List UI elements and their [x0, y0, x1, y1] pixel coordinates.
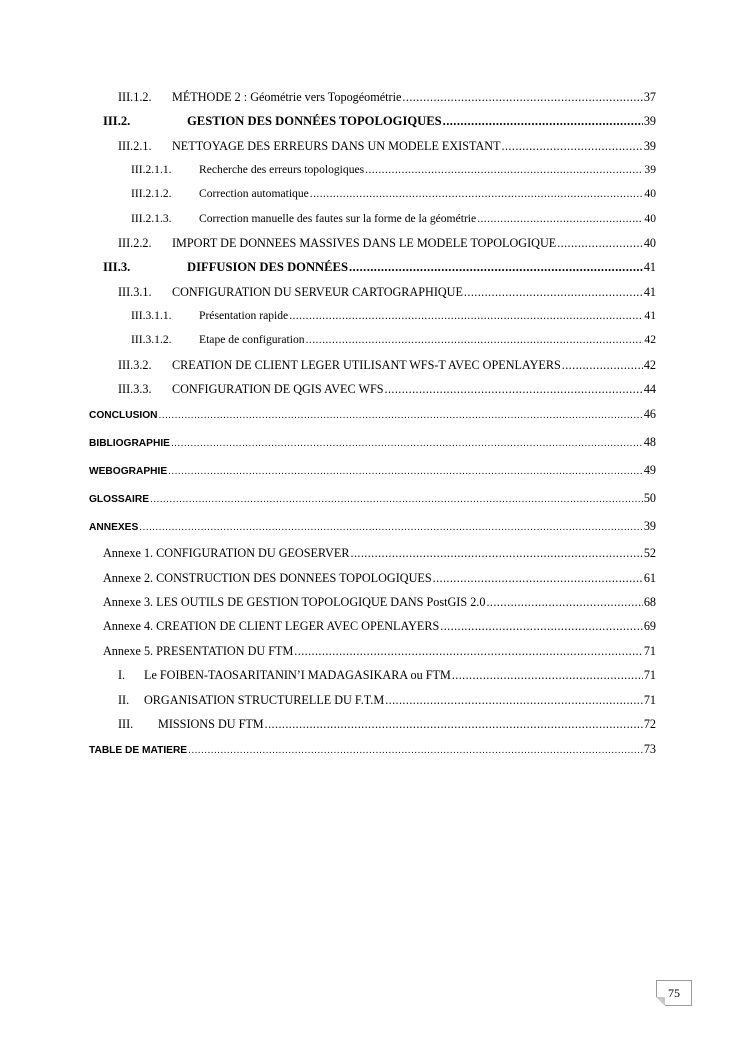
toc-leader-dots	[385, 381, 643, 397]
toc-entry[interactable]	[118, 235, 656, 251]
toc-leader-dots	[433, 570, 643, 586]
toc-entry-page: 40	[644, 212, 656, 225]
toc-leader-dots	[452, 667, 643, 683]
toc-entry-number: III.3.	[103, 260, 131, 274]
toc-entry-page: 39	[643, 519, 656, 533]
toc-entry-page: 71	[643, 668, 656, 682]
toc-entry-number: III.2.1.	[118, 139, 152, 153]
toc-entry-title: Correction automatique	[199, 187, 309, 200]
toc-entry[interactable]	[118, 138, 656, 154]
toc-entry-number: III.2.1.2.	[131, 187, 172, 200]
toc-leader-dots	[477, 211, 643, 227]
toc-entry[interactable]	[118, 381, 656, 397]
toc-entry[interactable]	[89, 462, 656, 480]
toc-leader-dots	[289, 308, 643, 324]
toc-entry-page: 44	[643, 382, 656, 396]
toc-leader-dots	[294, 643, 643, 659]
toc-entry[interactable]	[118, 89, 656, 105]
toc-entry-page: 50	[643, 491, 656, 505]
toc-leader-dots	[402, 89, 642, 105]
toc-entry-number: III.3.1.1.	[131, 309, 172, 322]
toc-leader-dots	[351, 545, 643, 561]
toc-entry-title: Recherche des erreurs topologiques	[199, 163, 365, 176]
toc-entry-number: III.2.1.3.	[131, 212, 172, 225]
toc-entry-number: III.3.1.	[118, 285, 152, 299]
toc-entry[interactable]	[131, 162, 656, 178]
toc-leader-dots	[265, 716, 643, 732]
toc-entry-number: III.2.2.	[118, 236, 152, 250]
toc-entry[interactable]	[89, 406, 656, 424]
toc-entry-title: GESTION DES DONNÉES TOPOLOGIQUES	[187, 114, 442, 128]
toc-leader-dots	[139, 520, 643, 536]
toc-entry-page: 41	[643, 260, 656, 274]
toc-entry[interactable]	[118, 357, 656, 373]
toc-entry-number: III.	[118, 717, 134, 731]
toc-entry-number: III.2.	[103, 114, 131, 128]
toc-entry-title: GLOSSAIRE	[89, 494, 150, 505]
toc-entry-title: ANNEXES	[89, 522, 139, 533]
toc-entry-page: 48	[643, 435, 656, 449]
toc-entry-number: I.	[118, 668, 126, 682]
toc-entry-page: 39	[643, 139, 656, 153]
toc-entry-title: CONFIGURATION DE QGIS AVEC WFS	[172, 382, 384, 396]
toc-entry-title: Le FOIBEN-TAOSARITANIN’I MADAGASIKARA ou FTM	[144, 668, 451, 682]
toc-entry[interactable]	[103, 113, 656, 129]
toc-leader-dots	[306, 332, 644, 348]
toc-entry-page: 42	[644, 333, 656, 346]
toc-leader-dots	[385, 692, 643, 708]
toc-entry-page: 39	[644, 163, 656, 176]
toc-entry-page: 40	[643, 236, 656, 250]
toc-entry-title: BIBLIOGRAPHIE	[89, 438, 170, 449]
toc-entry-page: 42	[643, 358, 656, 372]
toc-entry-title: Annexe 2. CONSTRUCTION DES DONNEES TOPOLOGIQUES	[103, 571, 432, 585]
toc-entry[interactable]	[103, 570, 656, 586]
toc-entry[interactable]	[131, 332, 656, 348]
toc-entry-number: III.3.3.	[118, 382, 152, 396]
folded-corner	[656, 997, 665, 1006]
toc-entry[interactable]	[118, 284, 656, 300]
toc-entry-number: III.3.1.2.	[131, 333, 172, 346]
toc-entry-title: DIFFUSION DES DONNÉES	[187, 260, 348, 274]
toc-entry-page: 73	[643, 742, 656, 756]
toc-leader-dots	[150, 492, 643, 508]
toc-entry-title: Annexe 3. LES OUTILS DE GESTION TOPOLOGIQUE DANS PostGIS 2.0	[103, 595, 486, 609]
toc-leader-dots	[171, 436, 643, 452]
toc-leader-dots	[310, 186, 644, 202]
toc-entry-page: 71	[643, 693, 656, 707]
toc-entry-page: 52	[643, 546, 656, 560]
toc-entry-title: MÉTHODE 2 : Géométrie vers Topogéométrie	[172, 90, 402, 104]
toc-leader-dots	[557, 235, 643, 251]
toc-leader-dots	[443, 113, 643, 129]
toc-entry-title: MISSIONS DU FTM	[158, 717, 264, 731]
toc-entry[interactable]	[103, 545, 656, 561]
toc-entry-title: Annexe 4. CREATION DE CLIENT LEGER AVEC OPENLAYERS	[103, 619, 440, 633]
toc-leader-dots	[464, 284, 643, 300]
toc-entry-title: Annexe 1. CONFIGURATION DU GEOSERVER	[103, 546, 350, 560]
toc-entry-title: TABLE DE MATIERE	[89, 745, 188, 756]
toc-entry-title: IMPORT DE DONNEES MASSIVES DANS LE MODELE TOPOLOGIQUE	[172, 236, 557, 250]
toc-entry[interactable]	[131, 186, 656, 202]
toc-entry[interactable]	[89, 490, 656, 508]
toc-leader-dots	[440, 618, 643, 634]
toc-entry[interactable]	[103, 618, 656, 634]
toc-entry-page: 72	[643, 717, 656, 731]
page-number: 75	[668, 985, 680, 1000]
toc-entry[interactable]	[103, 594, 656, 610]
toc-entry-page: 49	[643, 463, 656, 477]
toc-entry-title: Annexe 5. PRESENTATION DU FTM	[103, 644, 294, 658]
toc-entry[interactable]	[89, 518, 656, 536]
toc-entry-number: II.	[118, 693, 130, 707]
toc-entry-title: Correction manuelle des fautes sur la forme de la géométrie	[199, 212, 477, 225]
toc-entry-page: 40	[644, 187, 656, 200]
toc-leader-dots	[486, 594, 642, 610]
toc-entry-title: WEBOGRAPHIE	[89, 466, 168, 477]
toc-entry-title: ORGANISATION STRUCTURELLE DU F.T.M	[144, 693, 385, 707]
toc-entry-page: 41	[643, 285, 656, 299]
toc-entry-page: 39	[643, 114, 656, 128]
toc-entry-title: NETTOYAGE DES ERREURS DANS UN MODELE EXISTANT	[172, 139, 501, 153]
toc-entry[interactable]	[131, 211, 656, 227]
toc-entry-page: 71	[643, 644, 656, 658]
toc-leader-dots	[158, 408, 642, 424]
toc-entry-page: 69	[643, 619, 656, 633]
toc-entry[interactable]	[118, 667, 656, 683]
toc-leader-dots	[168, 464, 643, 480]
toc-entry-number: III.3.2.	[118, 358, 152, 372]
toc-entry[interactable]	[118, 716, 656, 732]
toc-entry-number: III.2.1.1.	[131, 163, 172, 176]
toc-entry-title: Présentation rapide	[199, 309, 289, 322]
toc-entry-title: CONFIGURATION DU SERVEUR CARTOGRAPHIQUE	[172, 285, 463, 299]
toc-entry-title: CONCLUSION	[89, 410, 158, 421]
page-number-box	[656, 980, 692, 1006]
toc-leader-dots	[349, 259, 643, 275]
toc-entry-number: III.1.2.	[118, 90, 152, 104]
toc-leader-dots	[562, 357, 643, 373]
toc-entry-page: 41	[644, 309, 656, 322]
toc-entry[interactable]	[89, 741, 656, 759]
toc-entry-page: 46	[643, 407, 656, 421]
toc-entry[interactable]	[103, 259, 656, 275]
toc-entry-page: 61	[643, 571, 656, 585]
toc-entry-title: CREATION DE CLIENT LEGER UTILISANT WFS-T AVEC OPENLAYERS	[172, 358, 561, 372]
toc-entry[interactable]	[118, 692, 656, 708]
toc-entry[interactable]	[103, 643, 656, 659]
toc-entry[interactable]	[89, 434, 656, 452]
toc-entry-title: Etape de configuration	[199, 333, 305, 346]
toc-leader-dots	[188, 743, 643, 759]
toc-leader-dots	[365, 162, 643, 178]
toc-entry-page: 68	[643, 595, 656, 609]
toc-entry[interactable]	[131, 308, 656, 324]
toc-leader-dots	[502, 138, 643, 154]
toc-entry-page: 37	[643, 90, 656, 104]
